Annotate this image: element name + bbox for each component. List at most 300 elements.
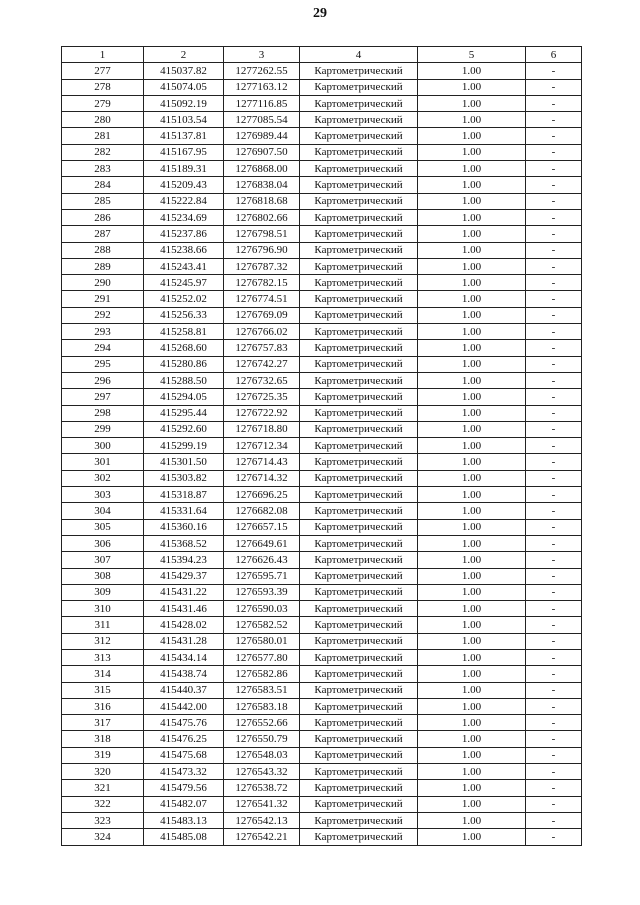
note-cell: - xyxy=(526,601,582,617)
table-row xyxy=(62,258,582,274)
method-cell: Картометрический xyxy=(300,535,418,551)
y-coordinate-cell: 1276577.80 xyxy=(224,649,300,665)
note-cell: - xyxy=(526,438,582,454)
x-coordinate-cell: 415258.81 xyxy=(144,324,224,340)
x-coordinate-cell: 415318.87 xyxy=(144,487,224,503)
table-row xyxy=(62,519,582,535)
note-cell: - xyxy=(526,487,582,503)
point-number-cell: 307 xyxy=(62,552,144,568)
note-cell: - xyxy=(526,552,582,568)
x-coordinate-cell: 415238.66 xyxy=(144,242,224,258)
table-row xyxy=(62,829,582,845)
point-number-cell: 293 xyxy=(62,324,144,340)
point-number-cell: 306 xyxy=(62,535,144,551)
y-coordinate-cell: 1277262.55 xyxy=(224,63,300,79)
y-coordinate-cell: 1276548.03 xyxy=(224,747,300,763)
method-cell: Картометрический xyxy=(300,568,418,584)
method-cell: Картометрический xyxy=(300,389,418,405)
table-row xyxy=(62,161,582,177)
method-cell: Картометрический xyxy=(300,796,418,812)
method-cell: Картометрический xyxy=(300,112,418,128)
point-number-cell: 299 xyxy=(62,421,144,437)
point-number-cell: 295 xyxy=(62,356,144,372)
x-coordinate-cell: 415482.07 xyxy=(144,796,224,812)
accuracy-cell: 1.00 xyxy=(418,552,526,568)
point-number-cell: 287 xyxy=(62,226,144,242)
point-number-cell: 318 xyxy=(62,731,144,747)
method-cell: Картометрический xyxy=(300,601,418,617)
y-coordinate-cell: 1276580.01 xyxy=(224,633,300,649)
point-number-cell: 305 xyxy=(62,519,144,535)
note-cell: - xyxy=(526,307,582,323)
table-row xyxy=(62,503,582,519)
table-row xyxy=(62,812,582,828)
note-cell: - xyxy=(526,682,582,698)
y-coordinate-cell: 1277085.54 xyxy=(224,112,300,128)
method-cell: Картометрический xyxy=(300,291,418,307)
method-cell: Картометрический xyxy=(300,193,418,209)
note-cell: - xyxy=(526,747,582,763)
method-cell: Картометрический xyxy=(300,487,418,503)
note-cell: - xyxy=(526,324,582,340)
y-coordinate-cell: 1276682.08 xyxy=(224,503,300,519)
accuracy-cell: 1.00 xyxy=(418,307,526,323)
table-row xyxy=(62,275,582,291)
table-row xyxy=(62,128,582,144)
point-number-cell: 311 xyxy=(62,617,144,633)
x-coordinate-cell: 415209.43 xyxy=(144,177,224,193)
method-cell: Картометрический xyxy=(300,666,418,682)
note-cell: - xyxy=(526,764,582,780)
point-number-cell: 319 xyxy=(62,747,144,763)
method-cell: Картометрический xyxy=(300,128,418,144)
y-coordinate-cell: 1276543.32 xyxy=(224,764,300,780)
table-row xyxy=(62,79,582,95)
y-coordinate-cell: 1276769.09 xyxy=(224,307,300,323)
page-number: 29 xyxy=(313,6,327,21)
x-coordinate-cell: 415473.32 xyxy=(144,764,224,780)
note-cell: - xyxy=(526,389,582,405)
note-cell: - xyxy=(526,503,582,519)
accuracy-cell: 1.00 xyxy=(418,568,526,584)
table-row xyxy=(62,209,582,225)
point-number-cell: 317 xyxy=(62,715,144,731)
method-cell: Картометрический xyxy=(300,584,418,600)
y-coordinate-cell: 1276542.13 xyxy=(224,812,300,828)
accuracy-cell: 1.00 xyxy=(418,649,526,665)
point-number-cell: 279 xyxy=(62,95,144,111)
table-row xyxy=(62,682,582,698)
note-cell: - xyxy=(526,829,582,845)
table-body xyxy=(62,63,582,845)
accuracy-cell: 1.00 xyxy=(418,698,526,714)
note-cell: - xyxy=(526,356,582,372)
y-coordinate-cell: 1276550.79 xyxy=(224,731,300,747)
accuracy-cell: 1.00 xyxy=(418,340,526,356)
table-row xyxy=(62,568,582,584)
note-cell: - xyxy=(526,568,582,584)
method-cell: Картометрический xyxy=(300,209,418,225)
x-coordinate-cell: 415483.13 xyxy=(144,812,224,828)
accuracy-cell: 1.00 xyxy=(418,128,526,144)
accuracy-cell: 1.00 xyxy=(418,291,526,307)
method-cell: Картометрический xyxy=(300,764,418,780)
table-row xyxy=(62,63,582,79)
accuracy-cell: 1.00 xyxy=(418,535,526,551)
note-cell: - xyxy=(526,258,582,274)
point-number-cell: 298 xyxy=(62,405,144,421)
method-cell: Картометрический xyxy=(300,519,418,535)
accuracy-cell: 1.00 xyxy=(418,601,526,617)
y-coordinate-cell: 1276538.72 xyxy=(224,780,300,796)
table-row xyxy=(62,601,582,617)
x-coordinate-cell: 415252.02 xyxy=(144,291,224,307)
point-number-cell: 277 xyxy=(62,63,144,79)
x-coordinate-cell: 415295.44 xyxy=(144,405,224,421)
x-coordinate-cell: 415294.05 xyxy=(144,389,224,405)
x-coordinate-cell: 415167.95 xyxy=(144,144,224,160)
y-coordinate-cell: 1276732.65 xyxy=(224,372,300,388)
point-number-cell: 281 xyxy=(62,128,144,144)
accuracy-cell: 1.00 xyxy=(418,715,526,731)
accuracy-cell: 1.00 xyxy=(418,503,526,519)
accuracy-cell: 1.00 xyxy=(418,438,526,454)
y-coordinate-cell: 1276712.34 xyxy=(224,438,300,454)
point-number-cell: 289 xyxy=(62,258,144,274)
y-coordinate-cell: 1276718.80 xyxy=(224,421,300,437)
method-cell: Картометрический xyxy=(300,340,418,356)
table-row xyxy=(62,193,582,209)
method-cell: Картометрический xyxy=(300,161,418,177)
y-coordinate-cell: 1276725.35 xyxy=(224,389,300,405)
x-coordinate-cell: 415288.50 xyxy=(144,372,224,388)
note-cell: - xyxy=(526,79,582,95)
point-number-cell: 297 xyxy=(62,389,144,405)
point-number-cell: 286 xyxy=(62,209,144,225)
x-coordinate-cell: 415442.00 xyxy=(144,698,224,714)
note-cell: - xyxy=(526,584,582,600)
x-coordinate-cell: 415292.60 xyxy=(144,421,224,437)
point-number-cell: 290 xyxy=(62,275,144,291)
accuracy-cell: 1.00 xyxy=(418,193,526,209)
x-coordinate-cell: 415331.64 xyxy=(144,503,224,519)
accuracy-cell: 1.00 xyxy=(418,275,526,291)
note-cell: - xyxy=(526,633,582,649)
table-row xyxy=(62,95,582,111)
accuracy-cell: 1.00 xyxy=(418,324,526,340)
accuracy-cell: 1.00 xyxy=(418,812,526,828)
note-cell: - xyxy=(526,112,582,128)
method-cell: Картометрический xyxy=(300,324,418,340)
y-coordinate-cell: 1276782.15 xyxy=(224,275,300,291)
accuracy-cell: 1.00 xyxy=(418,633,526,649)
accuracy-cell: 1.00 xyxy=(418,389,526,405)
table-row xyxy=(62,780,582,796)
point-number-cell: 278 xyxy=(62,79,144,95)
accuracy-cell: 1.00 xyxy=(418,470,526,486)
x-coordinate-cell: 415394.23 xyxy=(144,552,224,568)
method-cell: Картометрический xyxy=(300,372,418,388)
method-cell: Картометрический xyxy=(300,275,418,291)
point-number-cell: 312 xyxy=(62,633,144,649)
method-cell: Картометрический xyxy=(300,95,418,111)
table-row xyxy=(62,666,582,682)
point-number-cell: 320 xyxy=(62,764,144,780)
accuracy-cell: 1.00 xyxy=(418,144,526,160)
note-cell: - xyxy=(526,617,582,633)
note-cell: - xyxy=(526,128,582,144)
x-coordinate-cell: 415074.05 xyxy=(144,79,224,95)
method-cell: Картометрический xyxy=(300,682,418,698)
x-coordinate-cell: 415256.33 xyxy=(144,307,224,323)
y-coordinate-cell: 1276657.15 xyxy=(224,519,300,535)
accuracy-cell: 1.00 xyxy=(418,666,526,682)
method-cell: Картометрический xyxy=(300,356,418,372)
table-row xyxy=(62,438,582,454)
accuracy-cell: 1.00 xyxy=(418,79,526,95)
x-coordinate-cell: 415431.28 xyxy=(144,633,224,649)
method-cell: Картометрический xyxy=(300,747,418,763)
method-cell: Картометрический xyxy=(300,258,418,274)
accuracy-cell: 1.00 xyxy=(418,242,526,258)
y-coordinate-cell: 1276649.61 xyxy=(224,535,300,551)
y-coordinate-cell: 1276626.43 xyxy=(224,552,300,568)
accuracy-cell: 1.00 xyxy=(418,405,526,421)
method-cell: Картометрический xyxy=(300,812,418,828)
point-number-cell: 282 xyxy=(62,144,144,160)
point-number-cell: 301 xyxy=(62,454,144,470)
note-cell: - xyxy=(526,715,582,731)
y-coordinate-cell: 1276818.68 xyxy=(224,193,300,209)
note-cell: - xyxy=(526,535,582,551)
table-row xyxy=(62,747,582,763)
table-row xyxy=(62,584,582,600)
accuracy-cell: 1.00 xyxy=(418,177,526,193)
x-coordinate-cell: 415222.84 xyxy=(144,193,224,209)
x-coordinate-cell: 415303.82 xyxy=(144,470,224,486)
note-cell: - xyxy=(526,405,582,421)
method-cell: Картометрический xyxy=(300,698,418,714)
point-number-cell: 323 xyxy=(62,812,144,828)
y-coordinate-cell: 1276583.18 xyxy=(224,698,300,714)
x-coordinate-cell: 415280.86 xyxy=(144,356,224,372)
column-header: 2 xyxy=(144,47,224,63)
accuracy-cell: 1.00 xyxy=(418,584,526,600)
point-number-cell: 288 xyxy=(62,242,144,258)
y-coordinate-cell: 1276757.83 xyxy=(224,340,300,356)
table-row xyxy=(62,764,582,780)
point-number-cell: 304 xyxy=(62,503,144,519)
point-number-cell: 310 xyxy=(62,601,144,617)
method-cell: Картометрический xyxy=(300,438,418,454)
accuracy-cell: 1.00 xyxy=(418,95,526,111)
note-cell: - xyxy=(526,780,582,796)
x-coordinate-cell: 415479.56 xyxy=(144,780,224,796)
method-cell: Картометрический xyxy=(300,405,418,421)
y-coordinate-cell: 1276766.02 xyxy=(224,324,300,340)
method-cell: Картометрический xyxy=(300,617,418,633)
y-coordinate-cell: 1276722.92 xyxy=(224,405,300,421)
point-number-cell: 285 xyxy=(62,193,144,209)
x-coordinate-cell: 415368.52 xyxy=(144,535,224,551)
accuracy-cell: 1.00 xyxy=(418,731,526,747)
note-cell: - xyxy=(526,226,582,242)
table-row xyxy=(62,405,582,421)
note-cell: - xyxy=(526,666,582,682)
method-cell: Картометрический xyxy=(300,649,418,665)
point-number-cell: 321 xyxy=(62,780,144,796)
accuracy-cell: 1.00 xyxy=(418,764,526,780)
accuracy-cell: 1.00 xyxy=(418,63,526,79)
table-header xyxy=(62,47,582,63)
point-number-cell: 322 xyxy=(62,796,144,812)
y-coordinate-cell: 1276552.66 xyxy=(224,715,300,731)
y-coordinate-cell: 1276595.71 xyxy=(224,568,300,584)
y-coordinate-cell: 1276582.52 xyxy=(224,617,300,633)
y-coordinate-cell: 1276868.00 xyxy=(224,161,300,177)
y-coordinate-cell: 1276742.27 xyxy=(224,356,300,372)
point-number-cell: 283 xyxy=(62,161,144,177)
method-cell: Картометрический xyxy=(300,633,418,649)
table-row xyxy=(62,796,582,812)
note-cell: - xyxy=(526,796,582,812)
column-header: 5 xyxy=(418,47,526,63)
point-number-cell: 300 xyxy=(62,438,144,454)
y-coordinate-cell: 1276774.51 xyxy=(224,291,300,307)
note-cell: - xyxy=(526,454,582,470)
y-coordinate-cell: 1276907.50 xyxy=(224,144,300,160)
method-cell: Картометрический xyxy=(300,421,418,437)
method-cell: Картометрический xyxy=(300,177,418,193)
table-row xyxy=(62,112,582,128)
point-number-cell: 309 xyxy=(62,584,144,600)
note-cell: - xyxy=(526,242,582,258)
table-row xyxy=(62,389,582,405)
note-cell: - xyxy=(526,340,582,356)
table-row xyxy=(62,372,582,388)
method-cell: Картометрический xyxy=(300,226,418,242)
x-coordinate-cell: 415438.74 xyxy=(144,666,224,682)
x-coordinate-cell: 415092.19 xyxy=(144,95,224,111)
table-row xyxy=(62,356,582,372)
note-cell: - xyxy=(526,63,582,79)
y-coordinate-cell: 1277116.85 xyxy=(224,95,300,111)
method-cell: Картометрический xyxy=(300,242,418,258)
note-cell: - xyxy=(526,731,582,747)
note-cell: - xyxy=(526,291,582,307)
accuracy-cell: 1.00 xyxy=(418,519,526,535)
table-row xyxy=(62,324,582,340)
y-coordinate-cell: 1277163.12 xyxy=(224,79,300,95)
point-number-cell: 314 xyxy=(62,666,144,682)
y-coordinate-cell: 1276714.32 xyxy=(224,470,300,486)
accuracy-cell: 1.00 xyxy=(418,454,526,470)
x-coordinate-cell: 415237.86 xyxy=(144,226,224,242)
table-row xyxy=(62,552,582,568)
point-number-cell: 303 xyxy=(62,487,144,503)
point-number-cell: 302 xyxy=(62,470,144,486)
table-row xyxy=(62,535,582,551)
point-number-cell: 308 xyxy=(62,568,144,584)
table-row xyxy=(62,340,582,356)
point-number-cell: 324 xyxy=(62,829,144,845)
header-row xyxy=(62,47,582,63)
point-number-cell: 284 xyxy=(62,177,144,193)
method-cell: Картометрический xyxy=(300,829,418,845)
y-coordinate-cell: 1276838.04 xyxy=(224,177,300,193)
x-coordinate-cell: 415360.16 xyxy=(144,519,224,535)
y-coordinate-cell: 1276590.03 xyxy=(224,601,300,617)
accuracy-cell: 1.00 xyxy=(418,356,526,372)
accuracy-cell: 1.00 xyxy=(418,780,526,796)
point-number-cell: 315 xyxy=(62,682,144,698)
note-cell: - xyxy=(526,161,582,177)
y-coordinate-cell: 1276796.90 xyxy=(224,242,300,258)
y-coordinate-cell: 1276798.51 xyxy=(224,226,300,242)
accuracy-cell: 1.00 xyxy=(418,747,526,763)
x-coordinate-cell: 415299.19 xyxy=(144,438,224,454)
note-cell: - xyxy=(526,95,582,111)
x-coordinate-cell: 415301.50 xyxy=(144,454,224,470)
x-coordinate-cell: 415475.68 xyxy=(144,747,224,763)
point-number-cell: 291 xyxy=(62,291,144,307)
method-cell: Картометрический xyxy=(300,780,418,796)
x-coordinate-cell: 415234.69 xyxy=(144,209,224,225)
y-coordinate-cell: 1276989.44 xyxy=(224,128,300,144)
column-header: 4 xyxy=(300,47,418,63)
x-coordinate-cell: 415429.37 xyxy=(144,568,224,584)
note-cell: - xyxy=(526,649,582,665)
accuracy-cell: 1.00 xyxy=(418,617,526,633)
method-cell: Картометрический xyxy=(300,470,418,486)
x-coordinate-cell: 415137.81 xyxy=(144,128,224,144)
accuracy-cell: 1.00 xyxy=(418,372,526,388)
method-cell: Картометрический xyxy=(300,552,418,568)
x-coordinate-cell: 415428.02 xyxy=(144,617,224,633)
method-cell: Картометрический xyxy=(300,144,418,160)
note-cell: - xyxy=(526,209,582,225)
note-cell: - xyxy=(526,519,582,535)
note-cell: - xyxy=(526,144,582,160)
note-cell: - xyxy=(526,177,582,193)
x-coordinate-cell: 415245.97 xyxy=(144,275,224,291)
table-row xyxy=(62,421,582,437)
accuracy-cell: 1.00 xyxy=(418,258,526,274)
point-number-cell: 313 xyxy=(62,649,144,665)
note-cell: - xyxy=(526,193,582,209)
y-coordinate-cell: 1276787.32 xyxy=(224,258,300,274)
accuracy-cell: 1.00 xyxy=(418,226,526,242)
note-cell: - xyxy=(526,372,582,388)
x-coordinate-cell: 415189.31 xyxy=(144,161,224,177)
table-row xyxy=(62,487,582,503)
x-coordinate-cell: 415243.41 xyxy=(144,258,224,274)
y-coordinate-cell: 1276541.32 xyxy=(224,796,300,812)
point-number-cell: 292 xyxy=(62,307,144,323)
table-row xyxy=(62,144,582,160)
note-cell: - xyxy=(526,275,582,291)
point-number-cell: 280 xyxy=(62,112,144,128)
accuracy-cell: 1.00 xyxy=(418,161,526,177)
column-header: 6 xyxy=(526,47,582,63)
x-coordinate-cell: 415434.14 xyxy=(144,649,224,665)
x-coordinate-cell: 415476.25 xyxy=(144,731,224,747)
coordinates-table xyxy=(61,46,582,846)
accuracy-cell: 1.00 xyxy=(418,421,526,437)
accuracy-cell: 1.00 xyxy=(418,796,526,812)
note-cell: - xyxy=(526,698,582,714)
table-row xyxy=(62,307,582,323)
